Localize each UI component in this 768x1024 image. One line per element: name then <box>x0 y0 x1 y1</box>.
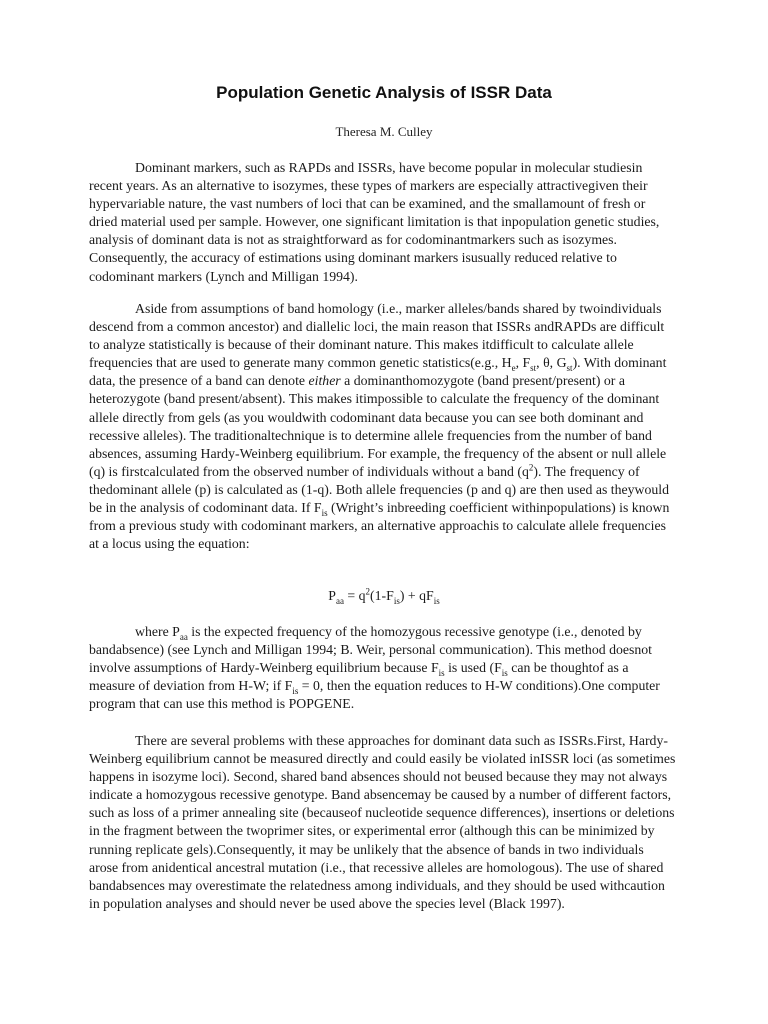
paragraph-line: of as a measure of deviation from H-W; if $F_{is} = 0$, then the equation reduces to H-W conditions). <box>89 660 629 697</box>
paragraph-line: calculated from the observed number of individuals without a band $(q^2)$. The frequency of the <box>89 462 640 497</box>
paragraph-line: of nucleotide sequence differences), insertions or deletions in the fragment between the two <box>89 805 675 839</box>
paragraph-line: difficult to calculate allele frequencies that are used to generate many common genetic statistics <box>89 337 634 371</box>
equation: $P_{aa} = q^2(1-F_{is}) + qF_{is}$ <box>328 586 440 606</box>
paragraph-line: caution in population analyses and should never be used above the species level (Black 1997). <box>89 877 665 911</box>
paragraph-line: would be in the analysis of codominant data. If $F_{is}$ (Wright’s inbreeding coefficient within <box>89 481 670 518</box>
paragraph-line: First, Hardy-Weinberg equilibrium cannot be measured directly and could easily be violated in <box>89 733 668 767</box>
paragraph-line: in recent years. As an alternative to isozymes, these types of markers are especially attractive <box>89 160 643 194</box>
paragraph-line: populations) is known from a previous study with codominant markers, an alternative approach <box>89 500 670 534</box>
paragraph <box>89 623 676 713</box>
paragraph-line: One computer program that can use this method is POPGENE. <box>89 678 660 712</box>
paragraph-line: population genetic studies, analysis of dominant data is not as straightforward as for codominant <box>89 214 660 248</box>
paragraph-line: absence) (see Lynch and Milligan 1994; B. Weir, personal communication). This method does <box>115 642 635 658</box>
paragraph-line: markers such as isozymes. Consequently, the accuracy of estimations using dominant markers is <box>89 232 617 266</box>
document-title: Population Genetic Analysis of ISSR Data <box>216 83 552 102</box>
paragraph-line: RAPDs are difficult to analyze statistically is because of their dominant nature. This makes it <box>89 319 665 353</box>
paragraph-line: may be caused by a number of different factors, such as loss of a primer annealing site (because <box>89 787 672 821</box>
paragraph-line: not involve assumptions of Hardy-Weinberg equilibrium because $F_{is}$ is used ($F_{is}$ can be thought <box>89 642 653 678</box>
paragraph-line: homozygote (band present/present) or a heterozygote (band present/absent). This makes it <box>89 373 625 407</box>
paragraph <box>89 159 676 286</box>
paragraph-line: dominant allele (p) is calculated as (1-q). Both allele frequencies (p and q) are then used as they <box>105 481 635 497</box>
paragraph-line: There are several problems with these approaches for dominant data such as ISSRs. <box>135 733 597 748</box>
paragraph-line: is to calculate allele frequencies at a locus using the equation: <box>89 518 666 552</box>
paragraph-line: individuals descend from a common ancestor) and diallelic loci, the main reason that ISSRs and <box>89 301 662 335</box>
paragraph-line: primer sites, or experimental error (although this can be minimized by running replicate gels). <box>89 823 655 857</box>
paragraph-line: absences may overestimate the relatedness among individuals, and they should be used with <box>115 877 625 893</box>
paragraph-line: identical ancestral mutation (i.e., that recessive alleles are homologous). The use of shared band <box>89 859 664 893</box>
paragraph-line: impossible to calculate the frequency of the dominant allele directly from gels (as you would <box>89 391 660 425</box>
paragraph-line: used because they may not always indicate a homozygous recessive genotype. Band absence <box>89 769 668 803</box>
paragraph <box>89 732 676 913</box>
paragraph-line: (e.g., $H_e$, $F_{st}$, θ, $G_{st}$). With dominant data, the presence of a band can denote either a dominant <box>89 355 667 389</box>
paragraph-line: technique is to determine allele frequencies from the number of band absences, assuming Hardy- <box>89 427 652 461</box>
paragraph-line: ISSR loci (as sometimes happens in isozyme loci). Second, shared band absences should not be <box>89 751 676 785</box>
paragraph <box>89 300 676 553</box>
document-author: Theresa M. Culley <box>335 124 433 139</box>
paragraph-line: Weinberg equilibrium. For example, the frequency of the absent or null allele (q) is first <box>89 445 667 479</box>
paragraph-line: where $P_{aa}$ is the expected frequency of the homozygous recessive genotype (i.e., denoted by band <box>89 624 642 658</box>
paragraph-line: Dominant markers, such as RAPDs and ISSRs, have become popular in molecular studies <box>135 160 632 175</box>
paragraph-line: with codominant data because you can see both dominant and recessive alleles). The traditional <box>89 409 644 443</box>
paragraph-line: given their hypervariable nature, the vast numbers of loci that can be examined, and the small <box>89 178 648 212</box>
paragraph-line: usually reduced relative to codominant markers (Lynch and Milligan 1994). <box>89 250 617 284</box>
paragraph-line: Consequently, it may be unlikely that the absence of bands in two individuals arose from an <box>89 841 644 875</box>
paragraph-line: amount of fresh or dried material used per sample. However, one significant limitation is that in <box>89 196 646 230</box>
paragraph-line: Aside from assumptions of band homology (i.e., marker alleles/bands shared by two <box>135 301 601 316</box>
